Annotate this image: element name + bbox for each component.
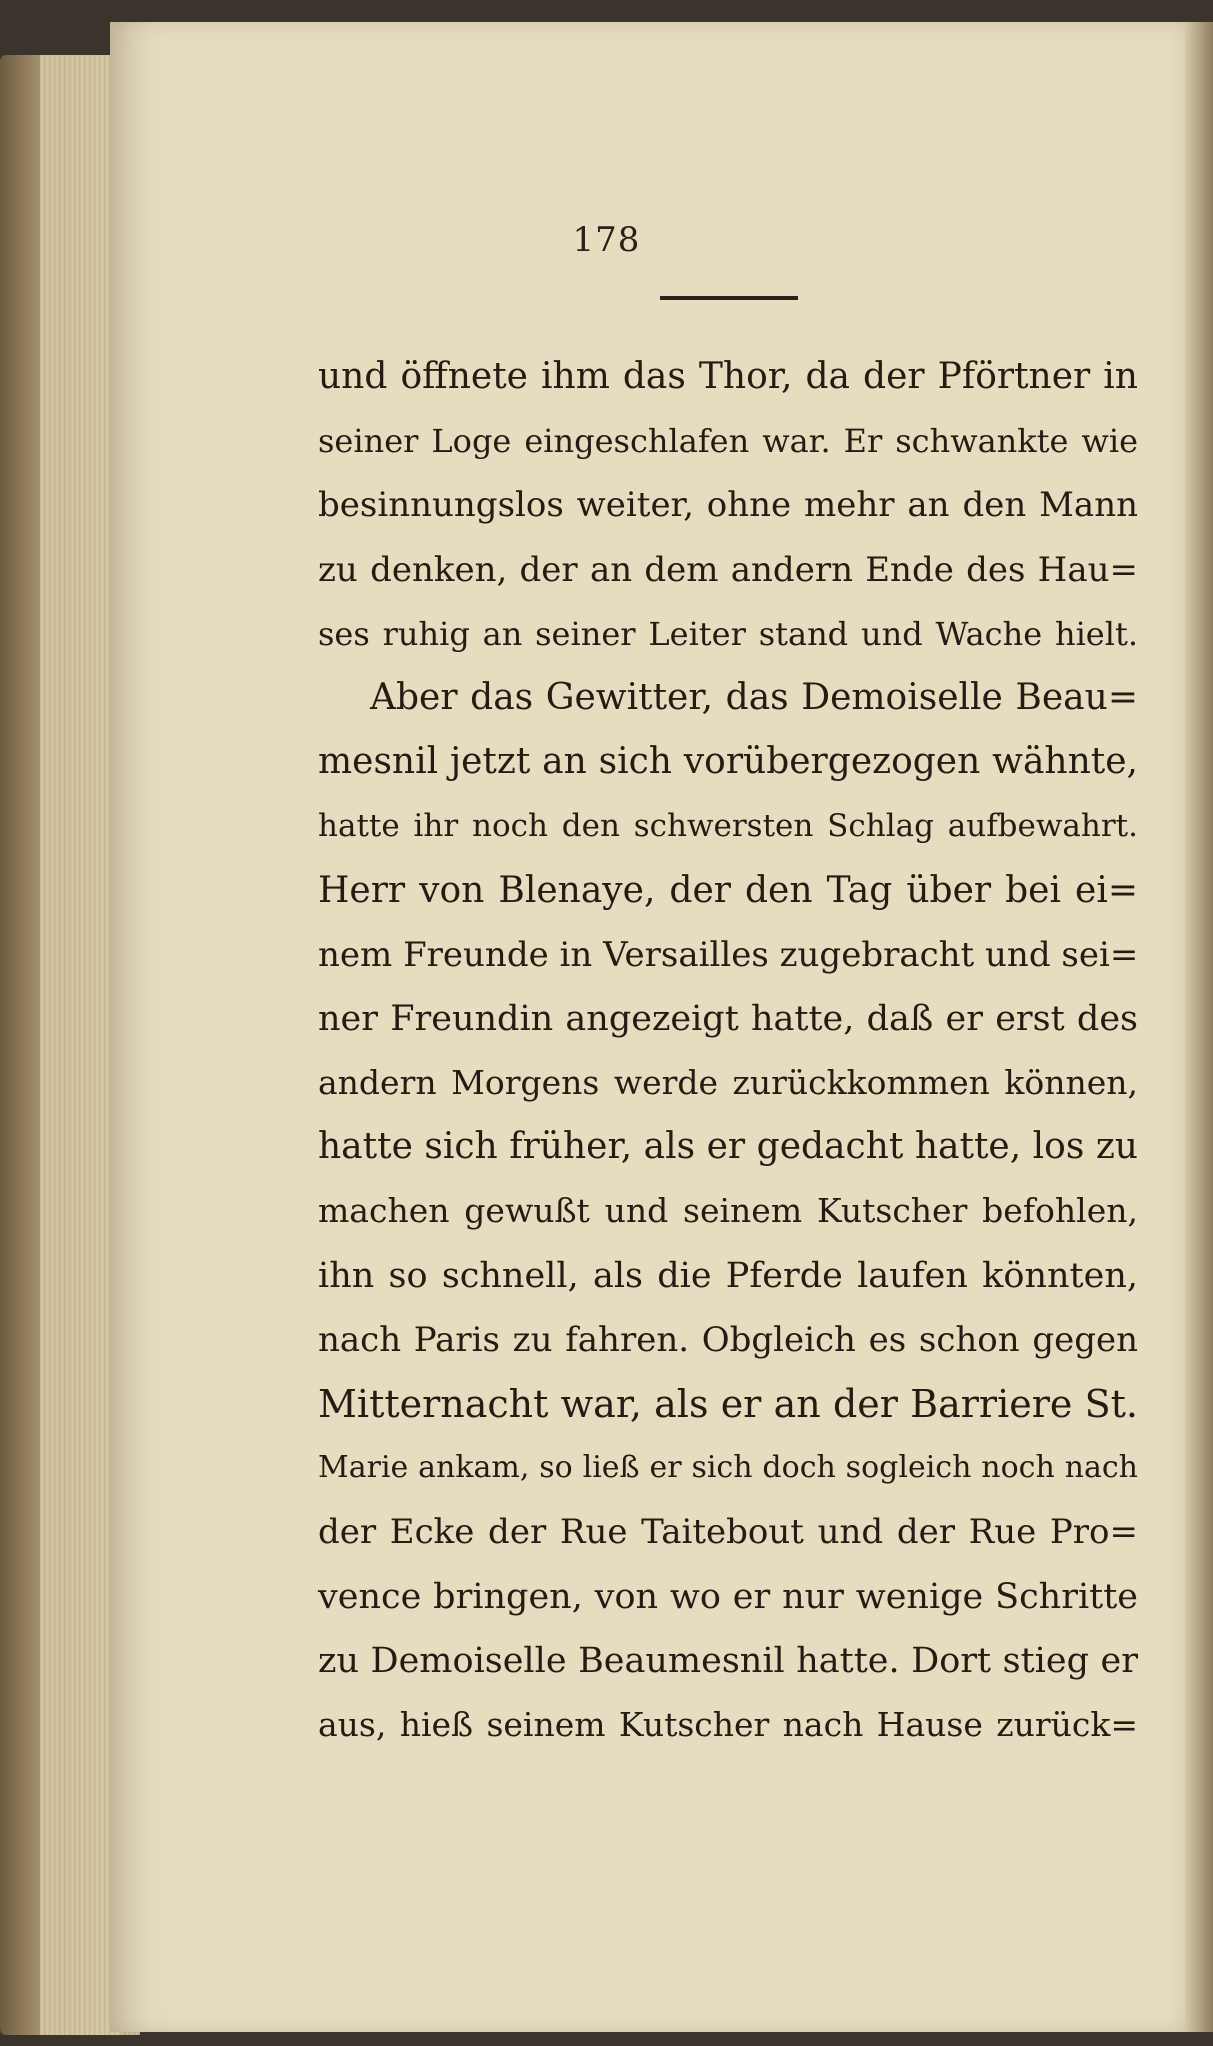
text-line: Mitternacht war, als er an der Barriere St. (318, 1382, 1138, 1426)
text-line: ihn so schnell, als die Pferde laufen könnten, (318, 1255, 1138, 1296)
header-rule (660, 296, 798, 300)
text-line: Herr von Blenaye, der den Tag über bei ei= (318, 869, 1138, 911)
page-number: 178 (572, 220, 641, 260)
text-line: besinnungslos weiter, ohne mehr an den Mann (318, 485, 1138, 526)
text-line: aus, hieß seinem Kutscher nach Hause zurück= (318, 1704, 1138, 1744)
text-line: Aber das Gewitter, das Demoiselle Beau= (370, 676, 1138, 718)
text-line: mesnil jetzt an sich vorübergezogen wähnte, (318, 741, 1138, 783)
text-line: nach Paris zu fahren. Obgleich es schon gegen (318, 1319, 1138, 1360)
text-line: zu denken, der an dem andern Ende des Hau= (318, 549, 1138, 590)
text-line: machen gewußt und seinem Kutscher befohlen, (318, 1191, 1138, 1231)
text-line: hatte sich früher, als er gedacht hatte, los zu (318, 1126, 1138, 1168)
text-line: und öffnete ihm das Thor, da der Pförtner in (318, 356, 1138, 397)
text-line: vence bringen, von wo er nur wenige Schritte (318, 1576, 1138, 1617)
text-line: Marie ankam, so ließ er sich doch sogleich noch nach (318, 1450, 1138, 1486)
text-line: ses ruhig an seiner Leiter stand und Wache hielt. (318, 614, 1138, 653)
text-line: hatte ihr noch den schwersten Schlag aufbewahrt. (318, 808, 1138, 845)
text-line: seiner Loge eingeschlafen war. Er schwankte wie (318, 422, 1138, 461)
text-line: andern Morgens werde zurückkommen können, (318, 1063, 1138, 1103)
text-line: der Ecke der Rue Taitebout und der Rue Pro= (318, 1512, 1138, 1553)
text-line: zu Demoiselle Beaumesnil hatte. Dort stieg er (318, 1640, 1138, 1681)
page-right-edge (1185, 22, 1213, 2032)
body-text (318, 345, 1138, 1757)
text-line: ner Freundin angezeigt hatte, daß er erst des (318, 998, 1138, 1039)
text-line: nem Freunde in Versailles zugebracht und sei= (318, 934, 1139, 975)
